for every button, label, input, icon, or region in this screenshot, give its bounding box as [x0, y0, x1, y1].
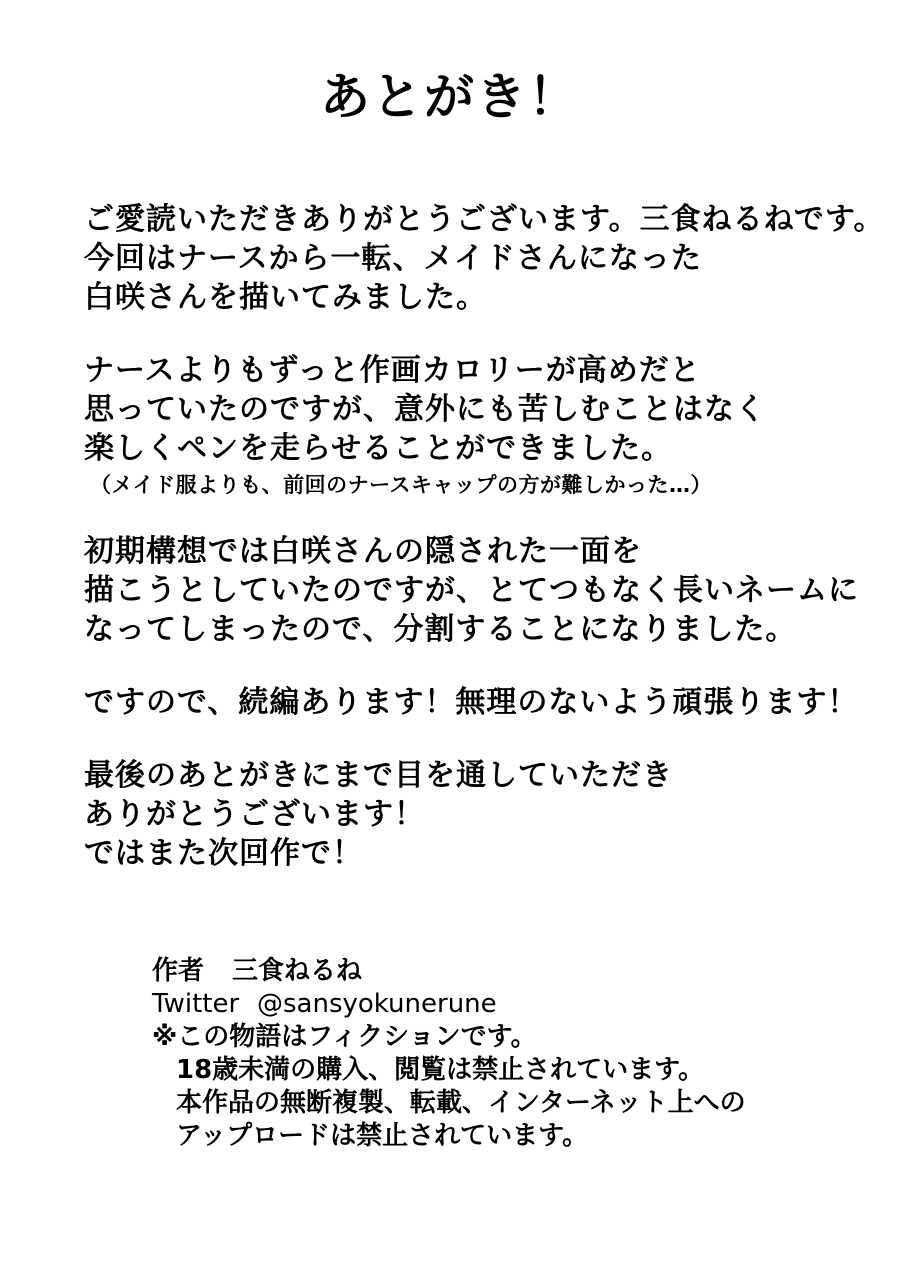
text-line: 最後のあとがきにまで目を通していただき: [84, 758, 673, 793]
text-line: ですので、続編あります！無理のないよう頑張ります！: [84, 685, 859, 720]
author-label: 作者: [152, 956, 205, 986]
paragraph-initial-concept: [84, 532, 874, 649]
text-line: 描こうとしていたのですが、とてつもなく長いネームに: [84, 573, 859, 608]
paragraph-sequel: [84, 683, 874, 722]
twitter-handle: @sansyokunerune: [257, 989, 497, 1019]
text-line: 初期構想では白咲さんの隠された一面を: [84, 534, 642, 569]
paragraph-spacer: [84, 317, 874, 351]
credits-block: [152, 955, 852, 1153]
author-name: 三食ねるね: [232, 956, 363, 986]
age-restriction-notice: 18歳未満の購入、閲覧は禁止されています。: [176, 1055, 705, 1085]
copyright-notice-continued: アップロードは禁止されています。: [176, 1121, 589, 1151]
text-line: 楽しくペンを走らせることができました。: [84, 431, 673, 466]
author-credit: [152, 955, 852, 988]
paragraph-spacer: [84, 502, 874, 532]
text-line: なってしまったので、分割することになりました。: [84, 612, 797, 647]
copyright-notice: 本作品の無断複製、転載、インターネット上への: [176, 1088, 746, 1118]
text-line: 白咲さんを描いてみました。: [84, 280, 487, 315]
text-line: 思っていたのですが、意外にも苦しむことはなく: [84, 392, 766, 427]
paragraph-drawing-experience: [84, 351, 874, 502]
paragraph-spacer: [84, 649, 874, 683]
page-title: あとがき！: [320, 68, 580, 126]
text-line: 今回はナースから一転、メイドさんになった: [84, 241, 702, 276]
twitter-label: Twitter: [152, 989, 240, 1019]
paragraph-greeting: [84, 200, 885, 317]
text-line: ではまた次回作で！: [84, 836, 363, 871]
text-line: ナースよりもずっと作画カロリーが高めだと: [84, 353, 701, 388]
text-line: ありがとうございます！: [84, 797, 425, 832]
paragraph-thanks: [84, 756, 874, 873]
paragraph-spacer: [84, 722, 874, 756]
fiction-notice: ※この物語はフィクションです。: [152, 1022, 537, 1052]
twitter-credit: [152, 988, 852, 1021]
text-line: ご愛読いただきありがとうございます。三食ねるねです。: [84, 202, 885, 237]
text-note: （メイド服よりも、前回のナースキャップの方が難しかった…）: [90, 473, 713, 497]
afterword-body: [84, 200, 885, 873]
